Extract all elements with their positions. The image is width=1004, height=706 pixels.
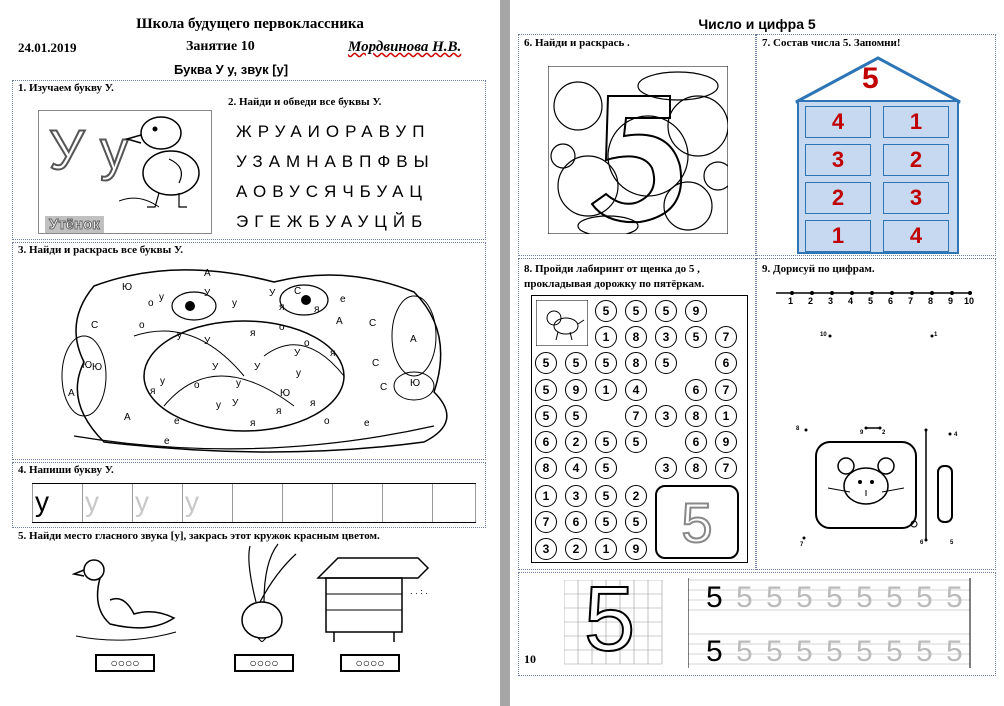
copy-digit: 5 [886,581,903,614]
hidden-letter: я [314,304,320,315]
maze-cell[interactable]: 5 [625,431,647,453]
task8-heading-1: 8. Пройди лабиринт от щенка до 5 , [524,263,700,275]
number-title: Число и цифра 5 [698,16,816,32]
trace-letter: у [182,484,232,522]
task4-heading: 4. Напиши букву У. [18,464,114,476]
number-label: 5 [868,296,874,306]
maze-cell[interactable]: 2 [565,431,587,453]
empty-cell [382,484,432,522]
maze-cell[interactable]: 4 [625,379,647,401]
dot-label: 8 [796,426,800,432]
copy-digit: 5 [796,581,813,614]
task7-heading: 7. Состав числа 5. Запомни! [762,37,901,49]
house-cell: 4 [805,106,871,138]
hidden-letter: о [139,320,145,331]
maze-cell[interactable]: 8 [625,352,647,374]
task2-letter-grid [236,117,435,237]
maze-goal-five[interactable]: 5 [655,485,739,559]
maze-cell[interactable]: 5 [685,326,707,348]
task1-card [38,110,212,234]
maze-cell[interactable]: 7 [715,457,737,479]
house-cell: 3 [883,182,949,214]
hidden-letter: е [164,436,170,447]
number-label: 1 [788,296,794,306]
maze-cell[interactable]: 5 [595,431,617,453]
hidden-letter: я [276,406,282,417]
maze-cell[interactable]: 9 [565,379,587,401]
author-label [348,39,461,56]
maze-cell[interactable]: 1 [595,379,617,401]
dot-label: 1 [934,332,938,338]
maze-cell[interactable]: 5 [565,352,587,374]
maze-cell[interactable]: 9 [625,538,647,560]
copy-digit: 5 [796,635,813,668]
sound-circles: ○○○○ [249,656,279,670]
copy-digit: 5 [916,635,933,668]
hidden-letter: у [296,368,301,379]
hidden-letter: е [174,416,180,427]
copy-digit: 5 [856,581,873,614]
maze-cell[interactable]: 6 [535,431,557,453]
hidden-letter: я [250,328,256,339]
connect-dots-picture [780,326,980,556]
copy-digit: 5 [916,581,933,614]
sound-scheme-onion[interactable] [234,654,294,672]
house-cell: 2 [883,144,949,176]
hidden-letter: о [194,380,200,391]
maze-cell[interactable]: 5 [535,379,557,401]
hidden-letter: У [232,398,239,409]
letter-row: АОВУСЯЧБУАЦ [236,182,428,201]
maze-cell[interactable]: 5 [595,300,617,322]
duck-icon [72,556,182,646]
duckling-icon [119,111,209,211]
maze-cell[interactable]: 5 [655,300,677,322]
maze-cell[interactable]: 3 [655,457,677,479]
maze-cell[interactable]: 5 [595,352,617,374]
copy-digit: 5 [706,635,723,668]
date-label: 24.01.2019 [18,40,77,55]
letter-writing-strip[interactable] [32,483,476,523]
hidden-letter: я [150,386,156,397]
maze-cell[interactable]: 2 [565,538,587,560]
hidden-letter: у [232,298,237,309]
house-cell: 4 [883,220,949,252]
maze-cells [531,295,748,563]
hidden-letter: С [369,318,377,329]
maze-cell[interactable]: 9 [685,300,707,322]
number-label: 10 [964,296,975,306]
task9-heading: 9. Дорисуй по цифрам. [762,263,875,275]
copy-digit: 5 [886,635,903,668]
hidden-letter: А [124,412,131,423]
maze-cell[interactable]: 8 [685,405,707,427]
hidden-letter: Ю [410,378,421,389]
dot-label: 10 [820,332,827,338]
hidden-letter: у [160,376,165,387]
copy-digit: 5 [766,635,783,668]
hidden-letter: у [159,292,164,303]
sound-circles: ○○○○ [110,656,140,670]
task2-heading: 2. Найди и обведи все буквы У. [228,96,382,108]
maze-cell[interactable]: 3 [655,405,677,427]
maze-cell[interactable]: 5 [625,511,647,533]
hidden-letter: У [269,288,276,299]
hidden-letter: у [177,330,182,341]
author-name: Мордвинова Н.В. [348,39,462,55]
maze-cell[interactable]: 9 [715,431,737,453]
dot-label: 9 [860,430,864,436]
hidden-letter: А [410,334,417,345]
number-label: 2 [808,296,814,306]
trace-letter: у [132,484,182,522]
hidden-letter: С [91,320,99,331]
task1-word: Утёнок [45,216,104,233]
copy-row-1[interactable] [706,578,972,618]
copy-digit: 5 [946,635,963,668]
maze-cell[interactable]: 3 [655,326,677,348]
maze-cell[interactable]: 3 [565,485,587,507]
maze-cell[interactable]: 2 [625,485,647,507]
house-cell: 3 [805,144,871,176]
dot-label: 7 [800,542,804,548]
empty-cell [432,484,476,522]
hidden-letter: Ю [92,362,103,373]
maze-cell[interactable]: 5 [595,511,617,533]
hidden-letter: Ю [82,360,93,371]
maze-cell[interactable]: 8 [685,457,707,479]
hidden-letter: о [304,338,310,349]
hidden-letter: С [372,358,380,369]
letter-row: ЭГЕЖБУАУЦЙБ [236,212,429,231]
left-page [0,0,500,706]
house-cell: 1 [883,106,949,138]
hidden-letter: е [340,294,346,305]
hidden-letter: я [279,302,285,313]
hidden-letter: У [212,362,219,373]
hidden-letter: У [204,336,211,347]
trace-letter: у [82,484,132,522]
sound-scheme-hive[interactable] [340,654,400,672]
maze-cell[interactable]: 1 [715,405,737,427]
copy-digit: 5 [826,581,843,614]
copy-digit: 5 [736,635,753,668]
number-line-labels [788,296,988,308]
number-label: 4 [848,296,854,306]
maze-cell[interactable]: 4 [565,457,587,479]
copy-digit: 5 [946,581,963,614]
house-cell: 2 [805,182,871,214]
beehive-icon [314,554,444,644]
task3-heading: 3. Найди и раскрась все буквы У. [18,244,183,256]
hidden-letter: А [68,388,75,399]
dot-label: 5 [950,540,954,546]
hidden-letter: У [254,362,261,373]
page-gap [500,0,510,706]
svg-text:. . : .: . . : . [410,587,428,596]
copy-row-2[interactable] [706,632,972,672]
maze-cell[interactable]: 1 [595,326,617,348]
empty-cell [232,484,282,522]
hidden-letter: о [148,298,154,309]
maze-cell[interactable]: 3 [535,538,557,560]
hidden-letter: я [310,398,316,409]
maze-cell[interactable]: 1 [535,485,557,507]
maze-cell[interactable]: 5 [655,352,677,374]
page-number: 10 [524,652,536,666]
maze-cell[interactable]: 5 [595,485,617,507]
hidden-letter: о [279,322,285,333]
hidden-letter: С [294,286,302,297]
copy-digit: 5 [856,635,873,668]
big-digit-five: 5 [584,568,636,670]
house-top-number: 5 [862,62,879,95]
maze-cell[interactable]: 6 [685,431,707,453]
lesson-label: Занятие 10 [186,39,255,54]
task3-letters [64,268,444,448]
school-title: Школа будущего первоклассника [136,16,364,32]
maze-cell[interactable]: 7 [715,326,737,348]
maze-cell[interactable]: 5 [565,405,587,427]
number-label: 8 [928,296,934,306]
number-label: 3 [828,296,834,306]
maze-cell[interactable]: 5 [535,405,557,427]
hidden-letter: А [336,316,343,327]
hidden-letter: У [204,288,211,299]
empty-cell [332,484,382,522]
copy-digit: 5 [736,581,753,614]
maze-cell[interactable]: 8 [535,457,557,479]
maze-cell[interactable]: 8 [625,326,647,348]
maze-cell[interactable]: 6 [685,379,707,401]
maze-cell[interactable]: 7 [715,379,737,401]
hidden-letter: С [380,382,388,393]
dot-label: 4 [954,432,958,438]
task5-heading: 5. Найди место гласного звука [у], закрась этот кружок красным цветом. [18,530,380,542]
letter-row: УЗАМНАВПФВЫ [236,152,435,171]
sound-circles: ○○○○ [355,656,385,670]
copy-digit: 5 [766,581,783,614]
hidden-letter: у [236,378,241,389]
maze-cell[interactable]: 6 [715,352,737,374]
hidden-letter: я [250,418,256,429]
letter-topic: Буква У у, звук [у] [174,62,289,77]
letter-row: ЖРУАИОРАВУП [236,122,431,141]
hidden-letter: А [204,268,211,279]
maze-cell[interactable]: 6 [565,511,587,533]
number-house [797,100,959,254]
task8-heading-2: прокладывая дорожку по пятёркам. [524,278,705,290]
number-label: 7 [908,296,914,306]
maze-cell[interactable]: 1 [595,538,617,560]
hidden-letter: У [294,348,301,359]
maze-cell[interactable]: 5 [625,300,647,322]
hidden-letter: я [330,348,336,359]
onion-icon [232,542,302,642]
maze-cell[interactable]: 7 [625,405,647,427]
hidden-letter: о [324,416,330,427]
hidden-letter: е [364,418,370,429]
task6-heading: 6. Найди и раскрась . [524,37,630,49]
sound-scheme-duck[interactable] [95,654,155,672]
hidden-letter: Ю [122,282,133,293]
house-cell: 1 [805,220,871,252]
hidden-letter: у [216,400,221,411]
dot-label: 2 [882,430,886,436]
hidden-five-picture [548,66,728,234]
maze-cell[interactable]: 5 [595,457,617,479]
maze-cell[interactable]: 5 [535,352,557,374]
number-label: 9 [948,296,954,306]
copy-digit: 5 [706,581,723,614]
empty-cell [282,484,332,522]
hidden-letter: Ю [280,388,291,399]
dot-label: 6 [920,540,924,546]
number-label: 6 [888,296,894,306]
task1-heading: 1. Изучаем букву У. [18,82,114,94]
maze-cell[interactable]: 7 [535,511,557,533]
task1-letters: У у [49,118,129,181]
copy-digit: 5 [826,635,843,668]
sample-letter: у [32,484,82,522]
